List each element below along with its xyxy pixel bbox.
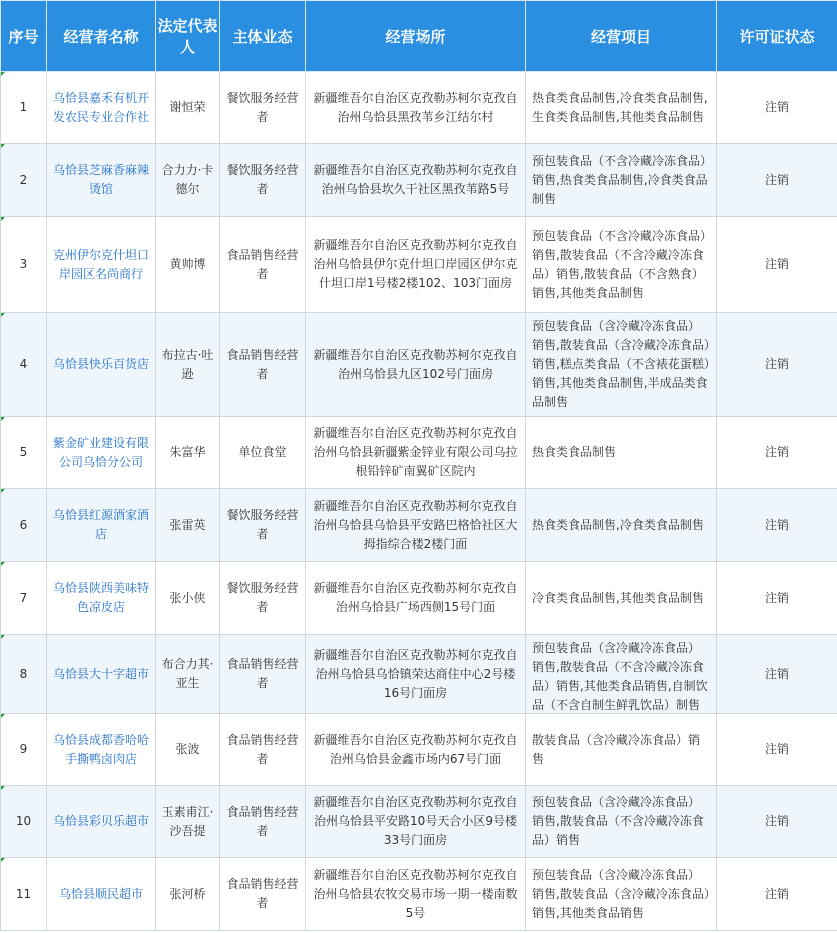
row-type: 食品销售经营者 xyxy=(220,786,306,858)
row-proj: 热食类食品制售 xyxy=(526,417,717,489)
row-no: 3 xyxy=(1,217,47,313)
table-row xyxy=(1,313,837,417)
row-no: 4 xyxy=(1,313,47,417)
row-addr: 新疆维吾尔自治区克孜勒苏柯尔克孜自治州乌恰县乌恰镇荣达商住中心2号楼16号门面房 xyxy=(306,635,526,714)
row-no: 5 xyxy=(1,417,47,489)
row-proj: 热食类食品制售,冷食类食品制售,生食类食品制售,其他类食品制售 xyxy=(526,72,717,144)
table-row xyxy=(1,417,837,489)
row-name-link[interactable]: 乌恰县顺民超市 xyxy=(47,858,156,931)
row-rep: 谢恒荣 xyxy=(156,72,220,144)
row-addr: 新疆维吾尔自治区克孜勒苏柯尔克孜自治州乌恰县乌恰县平安路巴格恰社区大拇指综合楼2楼门面 xyxy=(306,489,526,562)
row-proj: 冷食类食品制售,其他类食品制售 xyxy=(526,562,717,635)
row-proj: 预包装食品（不含冷藏冷冻食品）销售,散装食品（不含冷藏冷冻食品）销售,散装食品（不含熟食）销售,其他类食品制售 xyxy=(526,217,717,313)
header-no: 序号 xyxy=(1,1,47,72)
row-rep: 张波 xyxy=(156,714,220,786)
row-type: 食品销售经营者 xyxy=(220,313,306,417)
row-addr: 新疆维吾尔自治区克孜勒苏柯尔克孜自治州乌恰县广场西侧15号门面 xyxy=(306,562,526,635)
table-header xyxy=(1,1,837,72)
row-no: 7 xyxy=(1,562,47,635)
row-name-link[interactable]: 乌恰县陕西美味特色凉皮店 xyxy=(47,562,156,635)
row-status: 注销 xyxy=(717,786,837,858)
row-rep: 合力力·卡德尔 xyxy=(156,144,220,217)
row-rep: 布合力其·亚生 xyxy=(156,635,220,714)
row-addr: 新疆维吾尔自治区克孜勒苏柯尔克孜自治州乌恰县农牧交易市场一期一楼南数5号 xyxy=(306,858,526,931)
row-name-link[interactable]: 乌恰县嘉禾有机开发农民专业合作社 xyxy=(47,72,156,144)
table-row xyxy=(1,714,837,786)
header-status: 许可证状态 xyxy=(717,1,837,72)
table-row xyxy=(1,786,837,858)
row-no: 10 xyxy=(1,786,47,858)
header-type: 主体业态 xyxy=(220,1,306,72)
row-type: 食品销售经营者 xyxy=(220,635,306,714)
row-no: 9 xyxy=(1,714,47,786)
row-type: 餐饮服务经营者 xyxy=(220,72,306,144)
row-name-link[interactable]: 乌恰县芝麻香麻辣烫馆 xyxy=(47,144,156,217)
row-proj-text: 预包装食品（含冷藏冷冻食品）销售,散装食品（不含冷藏冷冻食品）销售,其他类食品销售,自制饮品（不含自制生鲜乳饮品）制售 xyxy=(532,641,708,711)
row-status: 注销 xyxy=(717,562,837,635)
row-proj: 预包装食品（不含冷藏冷冻食品）销售,热食类食品制售,冷食类食品制售 xyxy=(526,144,717,217)
row-no: 11 xyxy=(1,858,47,931)
row-name-link[interactable]: 克州伊尔克什坦口岸园区名尚商行 xyxy=(47,217,156,313)
row-type: 食品销售经营者 xyxy=(220,858,306,931)
row-rep: 张雷英 xyxy=(156,489,220,562)
row-proj: 预包装食品（含冷藏冷冻食品）销售,散装食品（含冷藏冷冻食品）销售,其他类食品销售 xyxy=(526,858,717,931)
row-name-link[interactable]: 紫金矿业建设有限公司乌恰分公司 xyxy=(47,417,156,489)
row-name-link[interactable]: 乌恰县成都香哈哈手撕鸭卤肉店 xyxy=(47,714,156,786)
row-no: 8 xyxy=(1,635,47,714)
row-type: 餐饮服务经营者 xyxy=(220,562,306,635)
row-status: 注销 xyxy=(717,313,837,417)
row-status: 注销 xyxy=(717,635,837,714)
row-proj: 预包装食品（含冷藏冷冻食品）销售,散装食品（不含冷藏冷冻食品）销售 xyxy=(526,786,717,858)
row-status: 注销 xyxy=(717,72,837,144)
row-rep: 张小侠 xyxy=(156,562,220,635)
row-status: 注销 xyxy=(717,217,837,313)
row-proj: 散装食品（含冷藏冷冻食品）销售 xyxy=(526,714,717,786)
row-rep: 朱富华 xyxy=(156,417,220,489)
header-proj: 经营项目 xyxy=(526,1,717,72)
table-row xyxy=(1,858,837,931)
row-proj xyxy=(526,635,717,714)
row-proj: 热食类食品制售,冷食类食品制售 xyxy=(526,489,717,562)
table-row xyxy=(1,562,837,635)
row-rep: 玉素甫江·沙吾提 xyxy=(156,786,220,858)
row-addr: 新疆维吾尔自治区克孜勒苏柯尔克孜自治州乌恰县伊尔克什坦口岸园区伊尔克什坦口岸1号楼2楼102、103门面房 xyxy=(306,217,526,313)
row-rep: 张河桥 xyxy=(156,858,220,931)
row-addr: 新疆维吾尔自治区克孜勒苏柯尔克孜自治州乌恰县黑孜苇乡江结尔村 xyxy=(306,72,526,144)
row-type: 食品销售经营者 xyxy=(220,714,306,786)
table-row xyxy=(1,72,837,144)
row-addr: 新疆维吾尔自治区克孜勒苏柯尔克孜自治州乌恰县金鑫市场内67号门面 xyxy=(306,714,526,786)
header-addr: 经营场所 xyxy=(306,1,526,72)
table-row xyxy=(1,217,837,313)
header-name: 经营者名称 xyxy=(47,1,156,72)
row-status: 注销 xyxy=(717,489,837,562)
row-name-link[interactable]: 乌恰县红源酒家酒店 xyxy=(47,489,156,562)
table-row xyxy=(1,144,837,217)
row-rep: 黄帅博 xyxy=(156,217,220,313)
row-proj: 预包装食品（含冷藏冷冻食品）销售,散装食品（含冷藏冷冻食品）销售,糕点类食品（不含裱花蛋糕）销售,其他类食品制售,半成品类食品制售 xyxy=(526,313,717,417)
header-rep: 法定代表人 xyxy=(156,1,220,72)
row-status: 注销 xyxy=(717,714,837,786)
row-status: 注销 xyxy=(717,858,837,931)
row-no: 1 xyxy=(1,72,47,144)
row-type: 餐饮服务经营者 xyxy=(220,144,306,217)
row-status: 注销 xyxy=(717,417,837,489)
row-type: 单位食堂 xyxy=(220,417,306,489)
row-rep: 布拉古·吐逊 xyxy=(156,313,220,417)
row-addr: 新疆维吾尔自治区克孜勒苏柯尔克孜自治州乌恰县平安路10号天合小区9号楼33号门面房 xyxy=(306,786,526,858)
row-addr: 新疆维吾尔自治区克孜勒苏柯尔克孜自治州乌恰县新疆紫金锌业有限公司乌拉根铅锌矿南翼矿区院内 xyxy=(306,417,526,489)
row-status: 注销 xyxy=(717,144,837,217)
row-type: 食品销售经营者 xyxy=(220,217,306,313)
table-row xyxy=(1,635,837,714)
row-no: 2 xyxy=(1,144,47,217)
table-row xyxy=(1,489,837,562)
table-body xyxy=(1,72,837,931)
row-name-link[interactable]: 乌恰县快乐百货店 xyxy=(47,313,156,417)
row-name-link[interactable]: 乌恰县彩贝乐超市 xyxy=(47,786,156,858)
row-type: 餐饮服务经营者 xyxy=(220,489,306,562)
row-addr: 新疆维吾尔自治区克孜勒苏柯尔克孜自治州乌恰县坎久干社区黑孜苇路5号 xyxy=(306,144,526,217)
row-name-link[interactable]: 乌恰县大十字超市 xyxy=(47,635,156,714)
row-no: 6 xyxy=(1,489,47,562)
row-addr: 新疆维吾尔自治区克孜勒苏柯尔克孜自治州乌恰县九区102号门面房 xyxy=(306,313,526,417)
